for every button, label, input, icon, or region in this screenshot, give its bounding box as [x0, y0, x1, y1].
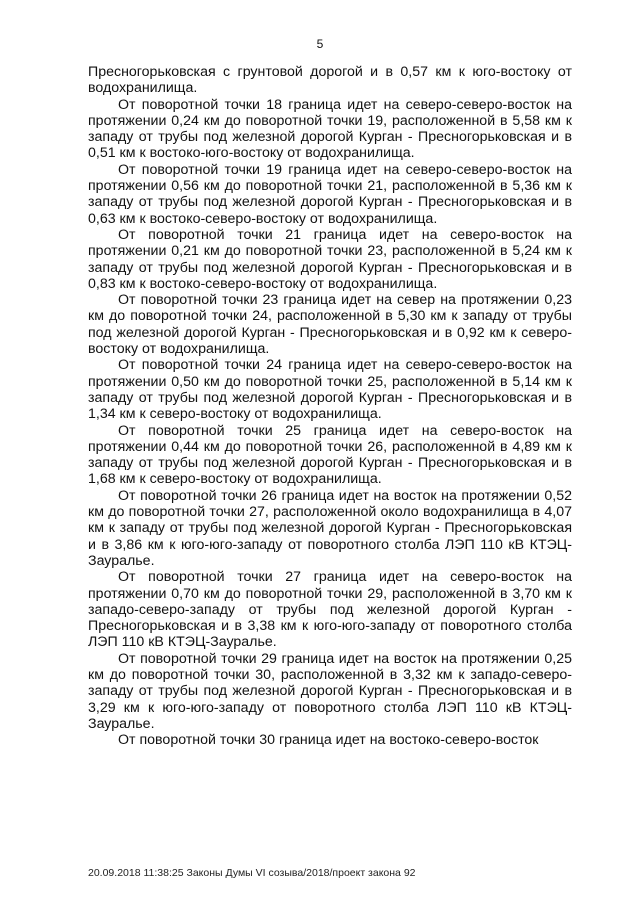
paragraph: От поворотной точки 26 граница идет на восток на протяжении 0,52 км до поворотной точки 27, расположенной около водохранилища в 4,07 км к западу от трубы под железной дорогой Курган - Пресногорьковская и в 3,86 км к юго-юго-западу от поворотного столба ЛЭП 110 кВ КТЭЦ-Зауралье. [88, 487, 572, 569]
page-number: 5 [316, 37, 324, 51]
paragraph: От поворотной точки 30 граница идет на востоко-северо-восток [118, 732, 539, 749]
paragraph: От поворотной точки 18 граница идет на северо-северо-восток на протяжении 0,24 км до поворотной точки 19, расположенной в 5,58 км к западу от трубы под железной дорогой Курган - Пресногорьковская и в 0,51 км к востоко-юго-востоку от водохранилища. [88, 96, 572, 162]
paragraph: От поворотной точки 25 граница идет на северо-восток на протяжении 0,44 км до поворотной точки 26, расположенной в 4,89 км к западу от трубы под железной дорогой Курган - Пресногорьковская и в 1,68 км к северо-востоку от водохранилища. [88, 422, 572, 488]
document-body [88, 64, 572, 748]
paragraph: От поворотной точки 23 граница идет на север на протяжении 0,23 км до поворотной точки 24, расположенной в 5,30 км к западу от трубы под железной дорогой Курган - Пресногорьковская и в 0,92 км к северо-востоку от водохранилища. [88, 292, 572, 358]
paragraph: От поворотной точки 21 граница идет на северо-восток на протяжении 0,21 км до поворотной точки 23, расположенной в 5,24 км к западу от трубы под железной дорогой Курган - Пресногорьковская и в 0,83 км к востоко-северо-востоку от водохранилища. [88, 226, 572, 292]
paragraph: От поворотной точки 24 граница идет на северо-северо-восток на протяжении 0,50 км до поворотной точки 25, расположенной в 5,14 км к западу от трубы под железной дорогой Курган - Пресногорьковская и в 1,34 км к северо-востоку от водохранилища. [88, 357, 572, 423]
paragraph: От поворотной точки 19 граница идет на северо-северо-восток на протяжении 0,56 км до поворотной точки 21, расположенной в 5,36 км к западу от трубы под железной дорогой Курган - Пресногорьковская и в 0,63 км к востоко-северо-востоку от водохранилища. [88, 161, 572, 227]
paragraph-continued: Пресногорьковская с грунтовой дорогой и в 0,57 км к юго-востоку от водохранилища. [88, 64, 572, 97]
paragraph: От поворотной точки 27 граница идет на северо-восток на протяжении 0,70 км до поворотной точки 29, расположенной в 3,70 км к западо-северо-западу от трубы под железной дорогой Курган - Пресногорьковская и в 3,38 км к юго-юго-западу от поворотного столба ЛЭП 110 кВ КТЭЦ-Зауралье. [88, 569, 572, 651]
paragraph: От поворотной точки 29 граница идет на восток на протяжении 0,25 км до поворотной точки 30, расположенной в 3,32 км к западо-северо-западу от трубы под железной дорогой Курган - Пресногорьковская и в 3,29 км к юго-юго-западу от поворотного столба ЛЭП 110 кВ КТЭЦ-Зауралье. [88, 650, 572, 732]
document-footer: 20.09.2018 11:38:25 Законы Думы VI созыва/2018/проект закона 92 [88, 867, 416, 879]
